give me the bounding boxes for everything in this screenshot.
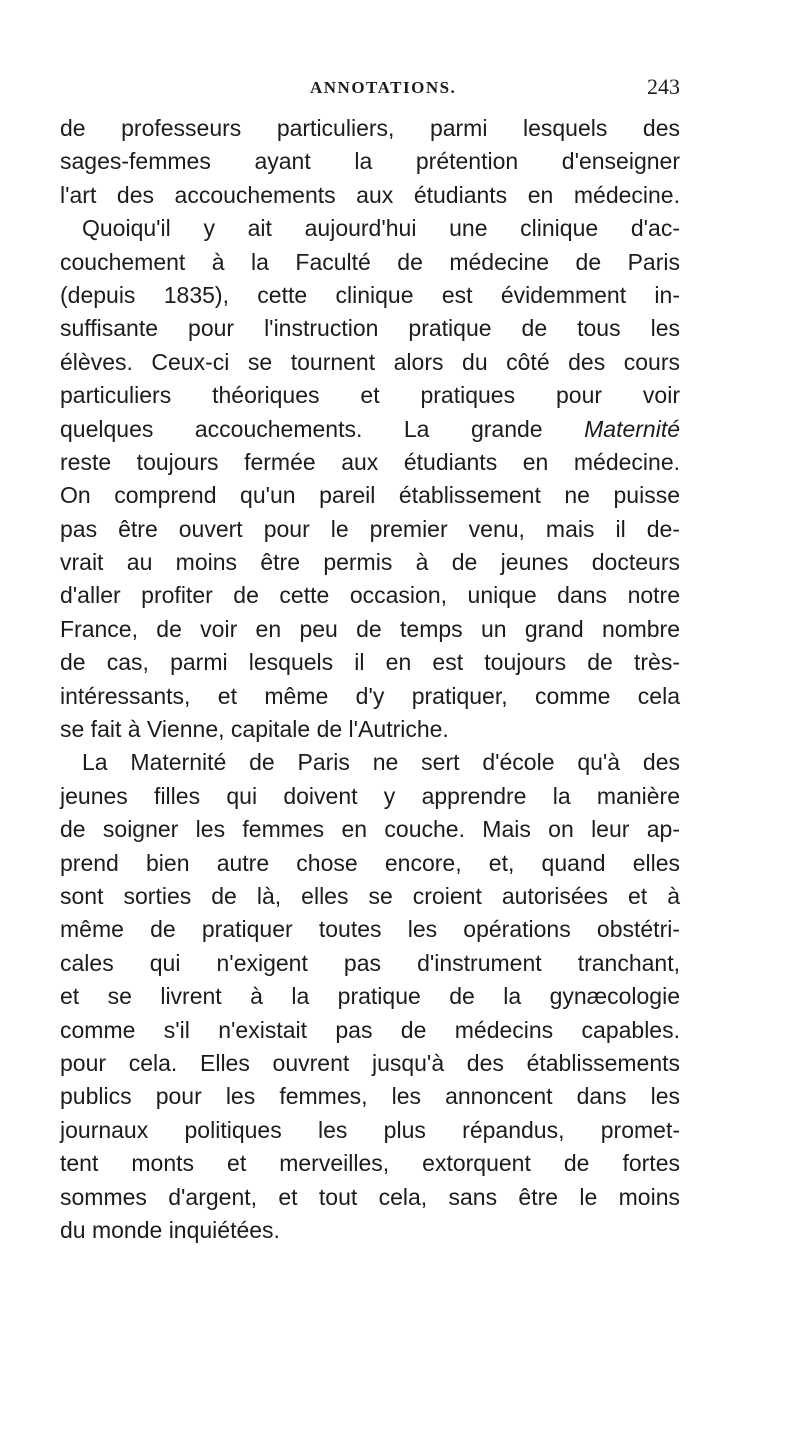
text-line: reste toujours fermée aux étudiants en médecine.	[60, 448, 680, 475]
body-text	[60, 112, 680, 1247]
text-line: intéressants, et même d'y pratiquer, comme cela	[60, 682, 680, 709]
text-line: La Maternité de Paris ne sert d'école qu'à des	[82, 749, 680, 776]
italic-term: Maternité	[584, 415, 680, 442]
text-line: élèves. Ceux-ci se tournent alors du côté des cours	[60, 348, 680, 375]
text-line: couchement à la Faculté de médecine de Paris	[60, 248, 680, 275]
text-line: tent monts et merveilles, extorquent de fortes	[60, 1150, 680, 1177]
text-line: suffisante pour l'instruction pratique de tous les	[60, 315, 680, 342]
running-head: ANNOTATIONS.	[310, 78, 457, 97]
text-line: pour cela. Elles ouvrent jusqu'à des établissements	[60, 1049, 680, 1076]
text-line: journaux politiques les plus répandus, promet-	[60, 1116, 680, 1143]
page-number: 243	[647, 74, 680, 99]
text-line: de professeurs particuliers, parmi lesquels des	[60, 115, 680, 141]
text-line: l'art des accouchements aux étudiants en médecine.	[60, 181, 680, 208]
page-header	[60, 74, 680, 108]
text-line: comme s'il n'existait pas de médecins capables.	[60, 1016, 680, 1043]
text-line: On comprend qu'un pareil établissement ne puisse	[60, 482, 680, 509]
text-line: jeunes filles qui doivent y apprendre la manière	[60, 782, 680, 809]
text-line: sommes d'argent, et tout cela, sans être le moins	[60, 1183, 680, 1210]
text-line: de cas, parmi lesquels il en est toujours de très-	[60, 649, 680, 676]
text-line: de soigner les femmes en couche. Mais on leur ap-	[60, 816, 680, 843]
text-line: cales qui n'exigent pas d'instrument tranchant,	[60, 949, 680, 976]
text-line: (depuis 1835), cette clinique est évidemment in-	[60, 281, 680, 308]
text-line: d'aller profiter de cette occasion, unique dans notre	[60, 582, 680, 609]
text-line: sont sorties de là, elles se croient autorisées et à	[60, 882, 680, 909]
text-segment: quelques accouchements. La grande	[60, 415, 585, 442]
text-line: publics pour les femmes, les annoncent dans les	[60, 1083, 680, 1110]
text-line: et se livrent à la pratique de la gynæcologie	[60, 983, 680, 1010]
text-line: vrait au moins être permis à de jeunes docteurs	[60, 549, 680, 576]
text-line: particuliers théoriques et pratiques pour voir	[60, 382, 680, 409]
text-line: sages-femmes ayant la prétention d'enseigner	[60, 148, 680, 175]
text-line: se fait à Vienne, capitale de l'Autriche.	[60, 716, 449, 743]
text-line-with-italic	[60, 413, 680, 446]
text-line: prend bien autre chose encore, et, quand elles	[60, 849, 680, 876]
text-line: France, de voir en peu de temps un grand nombre	[60, 615, 680, 642]
text-line: du monde inquiétées.	[60, 1216, 280, 1243]
text-line: Quoiqu'il y ait aujourd'hui une clinique d'ac-	[82, 215, 680, 242]
text-line: pas être ouvert pour le premier venu, mais il de-	[60, 515, 680, 542]
text-line: même de pratiquer toutes les opérations obstétri-	[60, 916, 680, 943]
